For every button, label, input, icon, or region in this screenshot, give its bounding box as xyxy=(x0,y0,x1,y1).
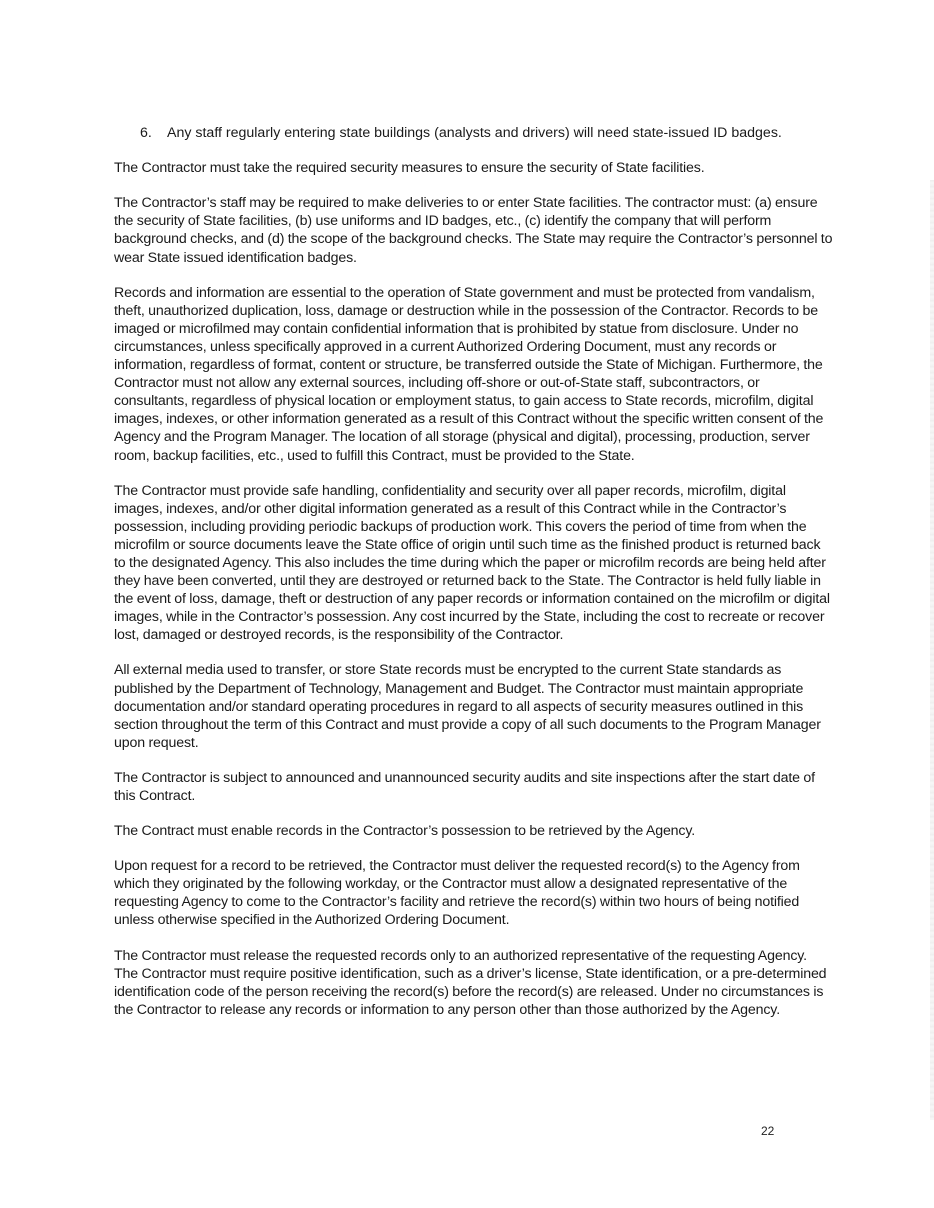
numbered-list-item xyxy=(114,124,832,142)
paragraph-records-protection: Records and information are essential to the operation of State government and must be protected from vandalism, theft, unauthorized duplication, loss, damage or destruction while in the possession of the Contractor. Records to be imaged or microfilmed may contain confidential information that is prohibited by statue from disclosure. Under no circumstances, unless specifically approved in a current Authorized Ordering Document, must any records or information, regardless of format, content or structure, be transferred outside the State of Michigan. Furthermore, the Contractor must not allow any external sources, including off-shore or out-of-State staff, subcontractors, or consultants, regardless of physical location or employment status, to gain access to State records, microfilm, digital images, indexes, or other information generated as a result of this Contract without the specific written consent of the Agency and the Program Manager. The location of all storage (physical and digital), processing, production, server room, backup facilities, etc., used to fulfill this Contract, must be provided to the State. xyxy=(114,284,824,464)
paragraph-records-retrieval: The Contract must enable records in the Contractor’s possession to be retrieved by the Agency. xyxy=(114,823,696,840)
paragraph-staff-deliveries: The Contractor’s staff may be required to make deliveries to or enter State facilities. The contractor must: (a) ensure the security of State facilities, (b) use uniforms and ID badges, etc., (c) identify the company that will perform background checks, and (d) the scope of the background checks. The State may require the Contractor’s personnel to wear State issued identification badges. xyxy=(114,195,833,266)
document-body xyxy=(114,124,834,1036)
paragraph-safe-handling: The Contractor must provide safe handling, confidentiality and security over all paper records, microfilm, digital images, indexes, and/or other digital information generated as a result of this Contract while in the Contractor’s possession, including providing periodic backups of production work. This covers the period of time from when the microfilm or source documents leave the State office of origin until such time as the finished product is returned back to the designated Agency. This also includes the time during which the paper or microfilm records are being held after they have been converted, until they are destroyed or returned back to the State. The Contractor is held fully liable in the event of loss, damage, theft or destruction of any paper records or information contained on the microfilm or digital images, while in the Contractor’s possession. Any cost incurred by the State, including the cost to recreate or recover lost, damaged or destroyed records, is the responsibility of the Contractor. xyxy=(114,482,830,644)
scan-edge xyxy=(930,180,934,1120)
list-number: 6. xyxy=(140,125,152,141)
paragraph-external-media: All external media used to transfer, or store State records must be encrypted to the current State standards as published by the Department of Technology, Management and Budget. The Contractor must maintain appropriate documentation and/or standard operating procedures in regard to all aspects of security measures outlined in this section throughout the term of this Contract and must provide a copy of all such documents to the Program Manager upon request. xyxy=(114,662,821,751)
paragraph-security-measures: The Contractor must take the required security measures to ensure the security of State facilities. xyxy=(114,160,705,177)
paragraph-retrieval-request: Upon request for a record to be retrieved, the Contractor must deliver the requested record(s) to the Agency from which they originated by the following workday, or the Contractor must allow a designated representative of the requesting Agency to come to the Contractor’s facility and retrieve the record(s) within two hours of being notified unless otherwise specified in the Authorized Ordering Document. xyxy=(114,858,800,929)
paragraph-release-records: The Contractor must release the requested records only to an authorized representative of the requesting Agency. The Contractor must require positive identification, such as a driver’s license, State identification, or a pre-determined identification code of the person receiving the record(s) before the record(s) are released. Under no circumstances is the Contractor to release any records or information to any person other than those authorized by the Agency. xyxy=(114,947,827,1018)
page-number: 22 xyxy=(761,1124,775,1138)
paragraph-security-audits: The Contractor is subject to announced and unannounced security audits and site inspections after the start date of this Contract. xyxy=(114,769,815,805)
list-item-text: Any staff regularly entering state buildings (analysts and drivers) will need state-issued ID badges. xyxy=(167,125,782,141)
